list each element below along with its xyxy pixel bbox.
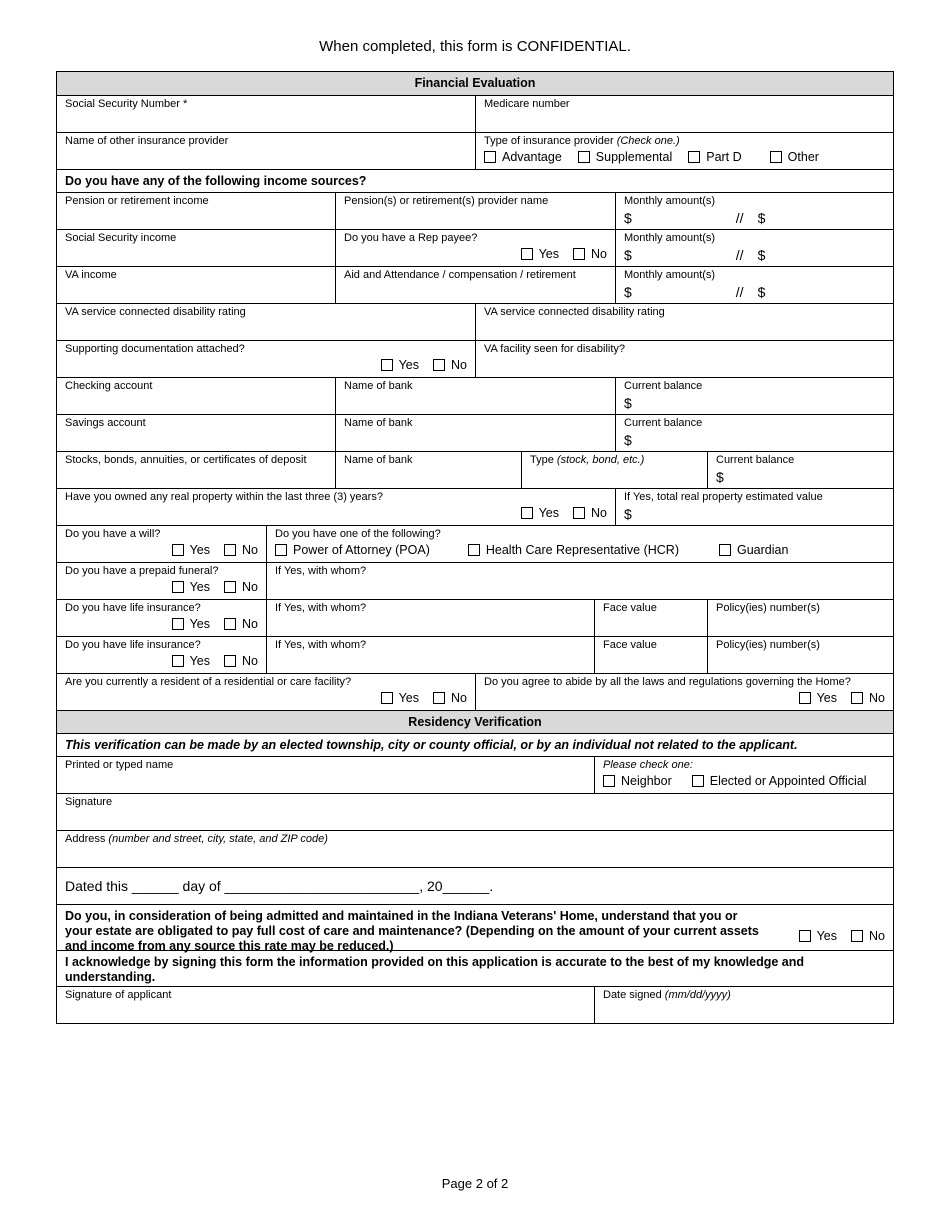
- policy-numbers-label: Policy(ies) number(s): [716, 639, 820, 651]
- pension-monthly-field[interactable]: [615, 193, 893, 229]
- abide-laws-label: Do you agree to abide by all the laws and regulations governing the Home?: [484, 676, 851, 688]
- dollar-sign: $: [624, 395, 632, 411]
- dated-line[interactable]: Dated this ______ day of _________________________, 20______.: [65, 878, 494, 894]
- income-sources-heading: Do you have any of the following income sources?: [65, 174, 367, 188]
- checking-account-field: [57, 378, 335, 414]
- medicare-label: Medicare number: [484, 98, 570, 110]
- life-insurance-yes-checkbox[interactable]: Yes: [172, 617, 210, 631]
- date-signed-field[interactable]: [594, 987, 893, 1023]
- ss-income-label: Social Security income: [65, 232, 177, 244]
- supporting-docs-field: [57, 341, 475, 377]
- dollar-sign: $: [624, 506, 632, 522]
- rep-payee-field: [335, 230, 615, 266]
- date-signed-label: Date signed (mm/dd/yyyy): [603, 989, 731, 1001]
- resident-yes-checkbox[interactable]: Yes: [381, 691, 419, 705]
- va-income-label: VA income: [65, 269, 117, 281]
- supporting-docs-no-checkbox[interactable]: No: [433, 358, 467, 372]
- stocks-bank-field[interactable]: [335, 452, 521, 488]
- face-value-label: Face value: [603, 602, 657, 614]
- verifier-type-field: [594, 757, 893, 793]
- life-with-whom-field[interactable]: [266, 600, 594, 636]
- life-with-whom-field-2[interactable]: [266, 637, 594, 673]
- will-no-checkbox[interactable]: No: [224, 543, 258, 557]
- life-insurance-2-yes-checkbox[interactable]: Yes: [172, 654, 210, 668]
- life-insurance-label: Do you have life insurance?: [65, 639, 201, 651]
- monthly-amount-label: Monthly amount(s): [624, 269, 716, 281]
- life-insurance-field-2: [57, 637, 266, 673]
- residency-note: This verification can be made by an elected township, city or county official, or by an individual not related to the applicant.: [65, 738, 798, 752]
- life-insurance-2-no-checkbox[interactable]: No: [224, 654, 258, 668]
- stocks-type-field[interactable]: [521, 452, 707, 488]
- ssn-label: Social Security Number *: [65, 98, 188, 110]
- real-property-field: [57, 489, 615, 525]
- other-insurance-label: Name of other insurance provider: [65, 135, 229, 147]
- va-income-field: [57, 267, 335, 303]
- ssn-field[interactable]: [57, 96, 475, 132]
- applicant-signature-label: Signature of applicant: [65, 989, 172, 1001]
- stocks-label: Stocks, bonds, annuities, or certificates of deposit: [65, 454, 307, 466]
- monthly-amount-value: $ // $: [624, 247, 766, 263]
- other-insurance-field[interactable]: [57, 133, 475, 169]
- neighbor-checkbox[interactable]: Neighbor: [603, 774, 672, 788]
- address-label: Address (number and street, city, state, and ZIP code): [65, 833, 328, 845]
- policy-numbers-label: Policy(ies) number(s): [716, 602, 820, 614]
- face-value-label: Face value: [603, 639, 657, 651]
- bank-name-label: Name of bank: [344, 380, 413, 392]
- prepaid-funeral-label: Do you have a prepaid funeral?: [65, 565, 219, 577]
- financial-evaluation-header: [57, 72, 893, 95]
- va-rating-label: VA service connected disability rating: [484, 306, 665, 318]
- checking-account-label: Checking account: [65, 380, 153, 392]
- resident-no-checkbox[interactable]: No: [433, 691, 467, 705]
- face-value-field-2[interactable]: [594, 637, 707, 673]
- with-whom-label: If Yes, with whom?: [275, 602, 367, 614]
- consideration-text: Do you, in consideration of being admitted and maintained in the Indiana Veterans' Home, understand that you or your estate are obligated to pay full cost of care and maintenance? (Depending on the amount of your current assets and income from any source this rate may be reduced.): [65, 909, 759, 953]
- monthly-amount-label: Monthly amount(s): [624, 195, 716, 207]
- section-title-residency: Residency Verification: [57, 711, 893, 734]
- supporting-docs-label: Supporting documentation attached?: [65, 343, 245, 355]
- real-property-label: Have you owned any real property within the last three (3) years?: [65, 491, 383, 503]
- abide-yes-checkbox[interactable]: Yes: [799, 691, 837, 705]
- poa-checkbox[interactable]: Power of Attorney (POA): [275, 543, 430, 557]
- real-property-yes-checkbox[interactable]: Yes: [521, 506, 559, 520]
- signature-field[interactable]: [57, 794, 893, 830]
- hcr-checkbox[interactable]: Health Care Representative (HCR): [468, 543, 679, 557]
- va-facility-field[interactable]: [475, 341, 893, 377]
- life-insurance-no-checkbox[interactable]: No: [224, 617, 258, 631]
- va-facility-label: VA facility seen for disability?: [484, 343, 626, 355]
- va-monthly-field[interactable]: [615, 267, 893, 303]
- applicant-signature-field[interactable]: [57, 987, 594, 1023]
- will-yes-checkbox[interactable]: Yes: [172, 543, 210, 557]
- will-field: [57, 526, 266, 562]
- current-balance-label: Current balance: [716, 454, 795, 466]
- will-label: Do you have a will?: [65, 528, 161, 540]
- address-field[interactable]: [57, 831, 893, 867]
- real-property-no-checkbox[interactable]: No: [573, 506, 607, 520]
- financial-form: [56, 71, 894, 1024]
- with-whom-label: If Yes, with whom?: [275, 565, 367, 577]
- savings-bank-field[interactable]: [335, 415, 615, 451]
- savings-balance-field[interactable]: [615, 415, 893, 451]
- bank-name-label: Name of bank: [344, 417, 413, 429]
- printed-name-label: Printed or typed name: [65, 759, 174, 771]
- official-checkbox[interactable]: Elected or Appointed Official: [692, 774, 867, 788]
- one-of-following-label: Do you have one of the following?: [275, 528, 441, 540]
- supporting-docs-yes-checkbox[interactable]: Yes: [381, 358, 419, 372]
- guardian-checkbox[interactable]: Guardian: [719, 543, 788, 557]
- funeral-no-checkbox[interactable]: No: [224, 580, 258, 594]
- va-rating-field-right[interactable]: [475, 304, 893, 340]
- section-title-financial: Financial Evaluation: [57, 72, 893, 95]
- policy-numbers-field[interactable]: [707, 600, 893, 636]
- please-check-label: Please check one:: [603, 759, 693, 771]
- representation-field: [266, 526, 893, 562]
- prepaid-funeral-field: [57, 563, 266, 599]
- printed-name-field[interactable]: [57, 757, 594, 793]
- savings-account-label: Savings account: [65, 417, 146, 429]
- aid-attendance-field[interactable]: [335, 267, 615, 303]
- advantage-checkbox[interactable]: Advantage: [484, 150, 562, 164]
- savings-account-field: [57, 415, 335, 451]
- consideration-no-checkbox[interactable]: No: [851, 929, 885, 943]
- pension-provider-label: Pension(s) or retirement(s) provider name: [344, 195, 549, 207]
- current-balance-label: Current balance: [624, 417, 703, 429]
- rep-payee-label: Do you have a Rep payee?: [344, 232, 478, 244]
- bank-name-label: Name of bank: [344, 454, 413, 466]
- pension-provider-field[interactable]: [335, 193, 615, 229]
- medicare-field[interactable]: [475, 96, 893, 132]
- rep-payee-yes-checkbox[interactable]: Yes: [521, 247, 559, 261]
- funeral-with-whom-field[interactable]: [266, 563, 893, 599]
- residency-verification-header: [57, 710, 893, 733]
- monthly-amount-label: Monthly amount(s): [624, 232, 716, 244]
- resident-facility-label: Are you currently a resident of a residential or care facility?: [65, 676, 352, 688]
- aid-attendance-label: Aid and Attendance / compensation / retirement: [344, 269, 576, 281]
- abide-no-checkbox[interactable]: No: [851, 691, 885, 705]
- abide-laws-field: [475, 674, 893, 710]
- partd-checkbox[interactable]: Part D: [688, 150, 741, 164]
- supplemental-checkbox[interactable]: Supplemental: [578, 150, 672, 164]
- confidential-notice: When completed, this form is CONFIDENTIAL.: [319, 38, 631, 55]
- ss-monthly-field[interactable]: [615, 230, 893, 266]
- property-value-field[interactable]: [615, 489, 893, 525]
- pension-income-field: [57, 193, 335, 229]
- resident-facility-field: [57, 674, 475, 710]
- face-value-field[interactable]: [594, 600, 707, 636]
- dollar-sign: $: [716, 469, 724, 485]
- stocks-balance-field[interactable]: [707, 452, 893, 488]
- other-checkbox[interactable]: Other: [770, 150, 819, 164]
- signature-label: Signature: [65, 796, 113, 808]
- rep-payee-no-checkbox[interactable]: No: [573, 247, 607, 261]
- funeral-yes-checkbox[interactable]: Yes: [172, 580, 210, 594]
- life-insurance-label: Do you have life insurance?: [65, 602, 201, 614]
- stocks-field: [57, 452, 335, 488]
- current-balance-label: Current balance: [624, 380, 703, 392]
- va-rating-label: VA service connected disability rating: [65, 306, 246, 318]
- insurance-type-field: [475, 133, 893, 169]
- acknowledge-text: I acknowledge by signing this form the information provided on this application is accurate to the best of my knowledge and understanding.: [65, 955, 804, 984]
- type-label: Type (stock, bond, etc.): [530, 454, 645, 466]
- life-insurance-field: [57, 600, 266, 636]
- va-rating-field-left[interactable]: [57, 304, 475, 340]
- property-value-label: If Yes, total real property estimated value: [624, 491, 823, 503]
- insurance-type-label: Type of insurance provider (Check one.): [484, 135, 680, 147]
- pension-income-label: Pension or retirement income: [65, 195, 209, 207]
- ss-income-field: [57, 230, 335, 266]
- monthly-amount-value: $ // $: [624, 210, 766, 226]
- consideration-yes-checkbox[interactable]: Yes: [799, 929, 837, 943]
- dollar-sign: $: [624, 432, 632, 448]
- monthly-amount-value: $ // $: [624, 284, 766, 300]
- policy-numbers-field-2[interactable]: [707, 637, 893, 673]
- checking-bank-field[interactable]: [335, 378, 615, 414]
- checking-balance-field[interactable]: [615, 378, 893, 414]
- page-number: Page 2 of 2: [441, 1176, 509, 1191]
- with-whom-label: If Yes, with whom?: [275, 639, 367, 651]
